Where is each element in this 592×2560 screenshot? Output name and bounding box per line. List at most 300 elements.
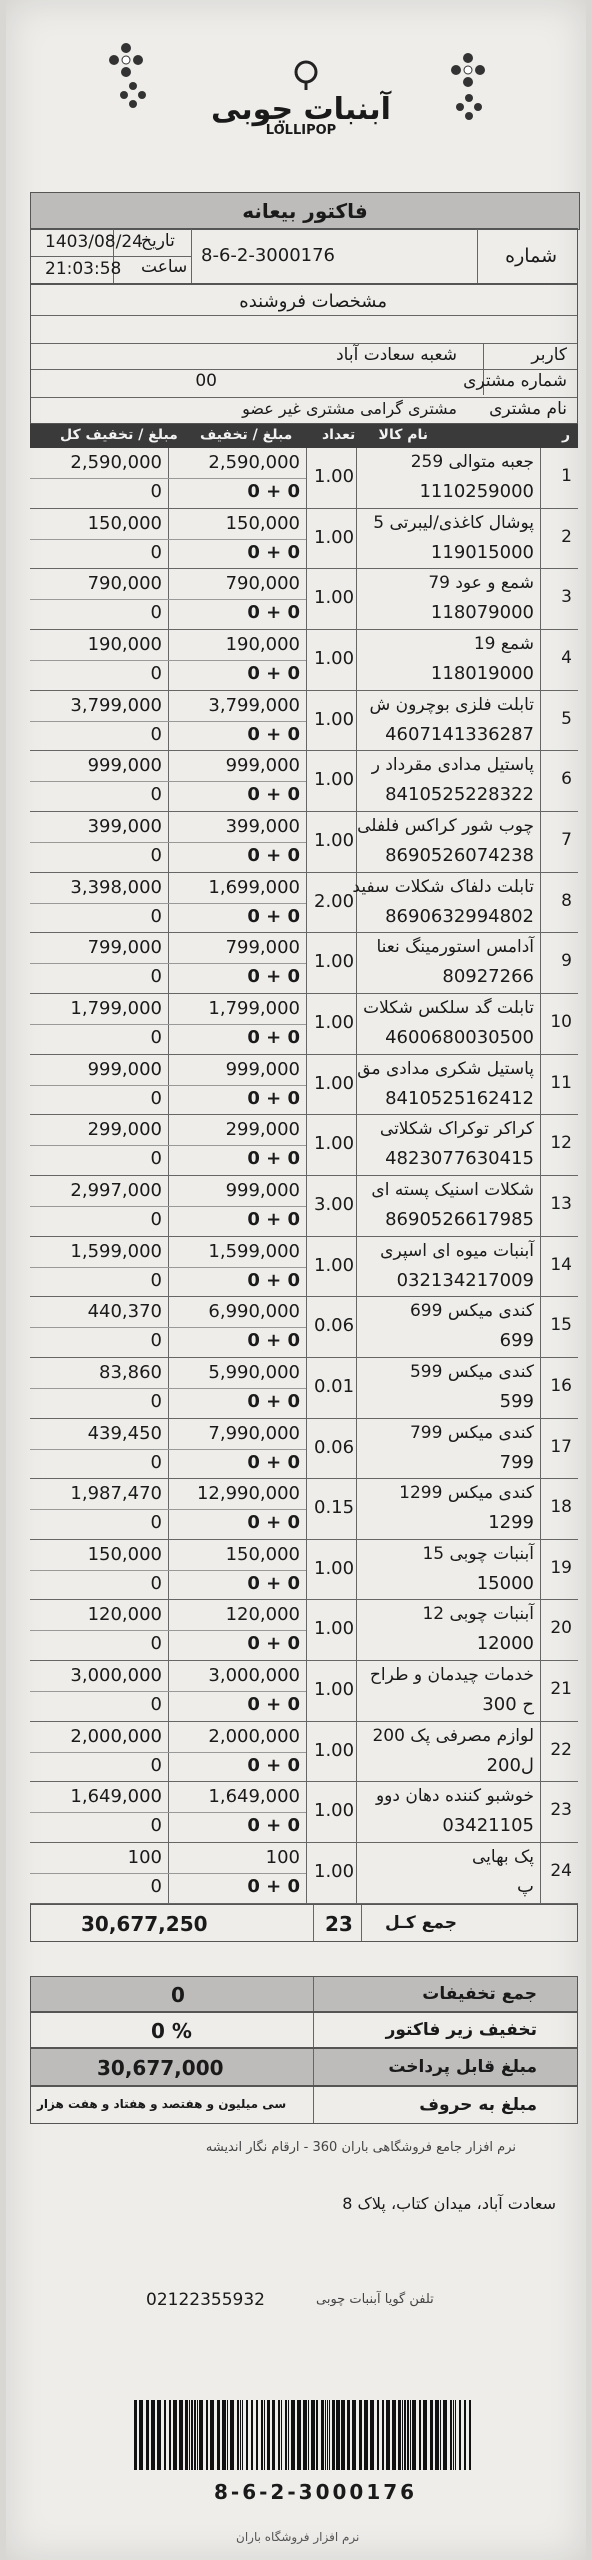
row-code: 1299 [488, 1512, 534, 1534]
items-table [30, 448, 578, 1904]
row-index: 7 [561, 829, 572, 850]
customer-name-label: نام مشتری [489, 399, 567, 419]
row-total: 83,860 [99, 1361, 162, 1383]
table-row [30, 509, 578, 570]
row-qty: 1.00 [314, 1011, 355, 1033]
col-name: نام کالا [378, 427, 428, 443]
table-row [30, 1722, 578, 1783]
row-total: 999,000 [87, 1058, 162, 1080]
row-fee-discount: 0 + 0 [247, 1451, 300, 1473]
row-total: 2,000,000 [70, 1725, 162, 1747]
row-fee: 150,000 [225, 1543, 300, 1565]
row-fee-discount: 0 + 0 [247, 1087, 300, 1109]
barcode-bar [189, 2400, 190, 2470]
brand-name-fa: آبنبات چوبی [211, 92, 391, 127]
row-total-discount: 0 [150, 481, 162, 502]
row-name: کراکر توکراک شکلاتی [379, 1119, 534, 1140]
sum-count: 23 [325, 1912, 353, 1936]
amount-in-words: سی میلیون و هفتصد و هفتاد و هفت هزار [37, 2097, 287, 2111]
flower-ornament-icon [454, 92, 484, 122]
row-index: 20 [550, 1618, 572, 1639]
words-label: مبلغ به حروف [419, 2095, 537, 2115]
invoice-date: 1403/08/24 [45, 232, 143, 252]
barcode-bar [237, 2400, 239, 2470]
barcode-bar [412, 2400, 416, 2470]
table-row [30, 751, 578, 812]
row-total-discount: 0 [150, 1572, 162, 1594]
row-fee: 3,799,000 [208, 694, 300, 716]
row-total-discount: 0 [150, 905, 162, 927]
row-name: کندی میکس 599 [409, 1361, 534, 1382]
row-total-discount: 0 [150, 1815, 162, 1837]
row-fee: 100 [265, 1847, 300, 1869]
row-fee-discount: 0 + 0 [247, 966, 300, 988]
logo-area [6, 0, 586, 180]
barcode-bar [404, 2400, 406, 2470]
row-qty: 0.01 [314, 1375, 355, 1397]
row-fee: 999,000 [225, 1058, 300, 1080]
row-total: 439,450 [87, 1422, 162, 1444]
number-label: شماره [505, 245, 557, 267]
row-qty: 1.00 [314, 1072, 355, 1094]
row-code: 4607141336287 [385, 723, 534, 745]
barcode-bar [303, 2400, 307, 2470]
row-index: 22 [550, 1739, 572, 1760]
barcode-bar [440, 2400, 441, 2470]
row-code: 118079000 [430, 602, 534, 624]
row-total: 2,590,000 [70, 452, 162, 473]
barcode-bar [316, 2400, 318, 2470]
row-fee-discount: 0 + 0 [247, 1694, 300, 1716]
row-qty: 0.15 [314, 1497, 355, 1519]
row-code: 118019000 [430, 662, 534, 684]
customer-name: مشتری گرامی مشتری غیر عضو [242, 399, 457, 418]
row-fee: 7,990,000 [208, 1422, 300, 1444]
row-fee-discount: 0 + 0 [247, 1572, 300, 1594]
barcode-bar [430, 2400, 433, 2470]
row-qty: 1.00 [314, 829, 355, 851]
row-code: 119015000 [430, 541, 534, 563]
row-qty: 1.00 [314, 1618, 355, 1640]
row-qty: 0.06 [314, 1436, 355, 1458]
table-row [30, 933, 578, 994]
row-total-discount: 0 [150, 844, 162, 866]
barcode-bar [251, 2400, 253, 2470]
sub-discount-label: تخفیف زیر فاکتور [385, 2020, 537, 2040]
seller-info [30, 284, 578, 424]
table-row [30, 1661, 578, 1722]
row-fee: 3,000,000 [208, 1665, 300, 1687]
barcode-bar [329, 2400, 330, 2470]
row-fee: 5,990,000 [208, 1361, 300, 1383]
row-name: چوب شور کراکس فلفلی [357, 815, 534, 836]
row-code: 80927266 [442, 966, 534, 988]
barcode-bar [210, 2400, 214, 2470]
row-fee: 6,990,000 [208, 1301, 300, 1323]
barcode-bar [169, 2400, 171, 2470]
row-index: 13 [550, 1193, 572, 1214]
phone-label: تلفن گویا آبنبات چوبی [316, 2292, 434, 2307]
barcode-bar [199, 2400, 203, 2470]
row-fee-discount: 0 + 0 [247, 1148, 300, 1170]
row-total-discount: 0 [150, 1269, 162, 1291]
table-row [30, 1540, 578, 1601]
row-total-discount: 0 [150, 602, 162, 624]
row-name: پوشال کاغذی/لیبرتی 5 [373, 512, 534, 533]
row-qty: 1.00 [314, 1557, 355, 1579]
row-code: 8690526074238 [385, 844, 534, 866]
barcode-bar [246, 2400, 248, 2470]
table-row [30, 1358, 578, 1419]
row-fee-discount: 0 + 0 [247, 844, 300, 866]
invoice-info [30, 228, 578, 284]
store-address: سعادت آباد، میدان کتاب، پلاک 8 [342, 2194, 556, 2213]
row-name: تابلت گد سلکس شکلات [363, 997, 534, 1018]
row-total-discount: 0 [150, 1451, 162, 1473]
row-fee-discount: 0 + 0 [247, 662, 300, 684]
row-fee-discount: 0 + 0 [247, 1269, 300, 1291]
row-fee: 150,000 [225, 512, 300, 534]
barcode-number: 8-6-2-3000176 [214, 2480, 418, 2504]
row-index: 21 [550, 1679, 572, 1700]
barcode-bar [459, 2400, 461, 2470]
invoice-barcode [134, 2400, 474, 2470]
row-index: 24 [550, 1861, 572, 1882]
barcode-bar [157, 2400, 161, 2470]
row-total: 120,000 [87, 1604, 162, 1626]
barcode-bar [194, 2400, 196, 2470]
row-total-discount: 0 [150, 723, 162, 745]
row-index: 4 [561, 647, 572, 668]
payable-row [30, 2048, 578, 2086]
table-row [30, 448, 578, 509]
table-row [30, 1600, 578, 1661]
row-qty: 1.00 [314, 526, 355, 548]
row-index: 23 [550, 1800, 572, 1821]
row-index: 18 [550, 1497, 572, 1518]
row-total: 299,000 [87, 1119, 162, 1141]
table-row [30, 1297, 578, 1358]
barcode-bar [341, 2400, 345, 2470]
row-fee: 120,000 [225, 1604, 300, 1626]
barcode-bar [325, 2400, 326, 2470]
row-total: 3,799,000 [70, 694, 162, 716]
barcode-bar [377, 2400, 379, 2470]
barcode-bar [256, 2400, 258, 2470]
row-index: 11 [550, 1072, 572, 1093]
row-index: 8 [561, 890, 572, 911]
row-total: 440,370 [87, 1301, 162, 1323]
row-code: 8410525228322 [385, 784, 534, 806]
row-total: 2,997,000 [70, 1179, 162, 1201]
table-row [30, 812, 578, 873]
row-qty: 1.00 [314, 951, 355, 973]
row-qty: 0.06 [314, 1315, 355, 1337]
brand-logo [206, 70, 396, 160]
barcode-bar [230, 2400, 234, 2470]
row-total-discount: 0 [150, 1208, 162, 1230]
row-fee-discount: 0 + 0 [247, 784, 300, 806]
barcode-bar [455, 2400, 456, 2470]
row-code: ل200 [486, 1754, 534, 1776]
row-total-discount: 0 [150, 784, 162, 806]
table-row [30, 569, 578, 630]
row-name: کندی میکس 699 [409, 1301, 534, 1322]
barcode-bar [197, 2400, 198, 2470]
software-credit: نرم افزار جامع فروشگاهی باران 360 - ارقام نگار اندیشه [205, 2140, 516, 2155]
customer-number-label: شماره مشتری [463, 371, 567, 391]
row-total: 790,000 [87, 573, 162, 595]
row-index: 5 [561, 708, 572, 729]
row-fee: 1,699,000 [208, 876, 300, 898]
barcode-bar [288, 2400, 289, 2470]
table-row [30, 1843, 578, 1904]
customer-number: 00 [195, 371, 217, 391]
row-qty: 1.00 [314, 769, 355, 791]
barcode-bar [173, 2400, 177, 2470]
barcode-bar [352, 2400, 356, 2470]
time-label: ساعت [141, 257, 188, 277]
barcode-bar [443, 2400, 447, 2470]
row-total-discount: 0 [150, 1026, 162, 1048]
barcode-bar [382, 2400, 384, 2470]
row-total: 150,000 [87, 512, 162, 534]
row-qty: 2.00 [314, 890, 355, 912]
barcode-bar [217, 2400, 220, 2470]
barcode-bar [146, 2400, 149, 2470]
invoice-number: 8-6-2-3000176 [201, 245, 336, 266]
row-name: آدامس استورمینگ نعنا [376, 937, 534, 958]
row-fee-discount: 0 + 0 [247, 905, 300, 927]
row-name: پاستیل مدادی مقرداد ر [371, 755, 534, 776]
row-total-discount: 0 [150, 1148, 162, 1170]
discount-value: 0 [171, 1983, 185, 2007]
row-code: 03421105 [442, 1815, 534, 1837]
table-row [30, 994, 578, 1055]
barcode-bar [267, 2400, 270, 2470]
row-fee-discount: 0 + 0 [247, 1208, 300, 1230]
date-label: تاریخ [141, 231, 175, 251]
row-name: تابلت فلزی بوچرون ش [369, 694, 534, 715]
row-fee: 190,000 [225, 633, 300, 655]
barcode-bar [191, 2400, 193, 2470]
barcode-bar [435, 2400, 439, 2470]
row-fee-discount: 0 + 0 [247, 541, 300, 563]
row-qty: 1.00 [314, 1254, 355, 1276]
barcode-bar [423, 2400, 427, 2470]
barcode-bar [402, 2400, 403, 2470]
sum-row [30, 1904, 578, 1942]
row-total: 1,987,470 [70, 1483, 162, 1505]
table-row [30, 1237, 578, 1298]
flower-ornament-icon [118, 80, 148, 110]
row-total: 150,000 [87, 1543, 162, 1565]
barcode-bar [450, 2400, 452, 2470]
user-label: کاربر [531, 345, 567, 365]
row-index: 15 [550, 1315, 572, 1336]
barcode-bar [278, 2400, 280, 2470]
row-index: 14 [550, 1254, 572, 1275]
row-fee-discount: 0 + 0 [247, 1330, 300, 1352]
col-qty: تعداد [322, 427, 356, 443]
row-name: جعبه متوالی 259 [410, 452, 534, 472]
row-total: 1,649,000 [70, 1786, 162, 1808]
row-total-discount: 0 [150, 1390, 162, 1412]
sub-discount-row [30, 2012, 578, 2048]
row-fee-discount: 0 + 0 [247, 1633, 300, 1655]
table-row [30, 630, 578, 691]
row-fee: 399,000 [225, 815, 300, 837]
barcode-bar [392, 2400, 396, 2470]
row-code: پ [517, 1876, 534, 1898]
row-name: پک بهایی [472, 1847, 534, 1868]
row-fee: 12,990,000 [196, 1483, 300, 1505]
row-total: 799,000 [87, 937, 162, 959]
row-total: 1,599,000 [70, 1240, 162, 1262]
barcode-bar [291, 2400, 295, 2470]
row-qty: 3.00 [314, 1193, 355, 1215]
row-fee-discount: 0 + 0 [247, 481, 300, 502]
row-name: کندی میکس 1299 [399, 1483, 534, 1504]
row-name: خدمات چیدمان و طراح [369, 1665, 534, 1686]
row-name: لوازم مصرفی پک 200 [372, 1725, 534, 1746]
payable-value: 30,677,000 [97, 2056, 224, 2080]
row-qty: 1.00 [314, 466, 355, 487]
barcode-bar [206, 2400, 208, 2470]
row-code: 799 [499, 1451, 534, 1473]
row-total-discount: 0 [150, 1330, 162, 1352]
row-index: 2 [561, 526, 572, 547]
barcode-bar [261, 2400, 263, 2470]
barcode-bar [179, 2400, 183, 2470]
row-code: 599 [499, 1390, 534, 1412]
row-name: آبنبات میوه ای اسپری [380, 1240, 534, 1261]
row-total-discount: 0 [150, 662, 162, 684]
barcode-bar [164, 2400, 166, 2470]
row-fee-discount: 0 + 0 [247, 1390, 300, 1412]
row-code: 8410525162412 [385, 1087, 534, 1109]
row-name: شکلات اسنیک پسته ای [371, 1179, 534, 1200]
row-index: 1 [561, 466, 572, 486]
row-code: 8690632994802 [385, 905, 534, 927]
row-name: خوشبو کننده دهان دوو [375, 1786, 534, 1807]
barcode-bar [336, 2400, 340, 2470]
row-name: آبنبات چوبی 12 [422, 1604, 534, 1625]
row-fee: 1,799,000 [208, 997, 300, 1019]
row-name: کندی میکس 799 [409, 1422, 534, 1443]
barcode-bar [222, 2400, 226, 2470]
table-row [30, 1055, 578, 1116]
row-total-discount: 0 [150, 1754, 162, 1776]
row-name: آبنبات چوبی 15 [422, 1543, 534, 1564]
row-total: 3,000,000 [70, 1665, 162, 1687]
row-total-discount: 0 [150, 1694, 162, 1716]
row-name: شمع 19 [473, 633, 534, 654]
barcode-bar [264, 2400, 265, 2470]
row-code: 4600680030500 [385, 1026, 534, 1048]
row-total: 1,799,000 [70, 997, 162, 1019]
row-fee-discount: 0 + 0 [247, 1026, 300, 1048]
barcode-bar [311, 2400, 315, 2470]
store-phone: 02122355932 [146, 2290, 265, 2310]
discount-label: جمع تخفیفات [422, 1984, 537, 2004]
barcode-bar [134, 2400, 137, 2470]
row-fee: 1,649,000 [208, 1786, 300, 1808]
words-row [30, 2086, 578, 2124]
table-row [30, 691, 578, 752]
table-row [30, 1479, 578, 1540]
brand-name-en: LOLLIPOP [265, 123, 337, 138]
barcode-bar [398, 2400, 401, 2470]
row-qty: 1.00 [314, 1133, 355, 1155]
row-code: 032134217009 [396, 1269, 534, 1291]
barcode-bar [139, 2400, 143, 2470]
row-code: 12000 [476, 1633, 534, 1655]
flower-ornament-icon [106, 40, 146, 80]
row-total: 190,000 [87, 633, 162, 655]
barcode-bar [227, 2400, 228, 2470]
barcode-bar [359, 2400, 362, 2470]
invoice-title: فاکتور بیعانه [30, 192, 580, 230]
barcode-bar [272, 2400, 275, 2470]
row-code: 15000 [476, 1572, 534, 1594]
table-row [30, 873, 578, 934]
barcode-bar [364, 2400, 368, 2470]
table-row [30, 1176, 578, 1237]
row-fee: 1,599,000 [208, 1240, 300, 1262]
row-index: 10 [550, 1011, 572, 1032]
flower-ornament-icon [448, 50, 488, 90]
row-code: 1110259000 [419, 481, 534, 502]
barcode-bar [185, 2400, 188, 2470]
barcode-bar [347, 2400, 350, 2470]
barcode-bar [407, 2400, 409, 2470]
row-fee: 299,000 [225, 1119, 300, 1141]
row-total-discount: 0 [150, 966, 162, 988]
barcode-bar [321, 2400, 324, 2470]
row-code: 4823077630415 [385, 1148, 534, 1170]
barcode-bar [410, 2400, 411, 2470]
row-fee-discount: 0 + 0 [247, 602, 300, 624]
row-total: 999,000 [87, 755, 162, 777]
barcode-bar [370, 2400, 374, 2470]
row-fee: 799,000 [225, 937, 300, 959]
user-value: شعبه سعادت آباد [336, 345, 457, 365]
row-index: 19 [550, 1557, 572, 1578]
invoice-time: 21:03:58 [45, 259, 122, 279]
barcode-bar [308, 2400, 309, 2470]
row-total: 399,000 [87, 815, 162, 837]
barcode-bar [419, 2400, 421, 2470]
row-name: تابلت دلفاک شکلات سفید [352, 876, 534, 897]
row-fee: 790,000 [225, 573, 300, 595]
row-code: 699 [499, 1330, 534, 1352]
row-fee: 2,590,000 [208, 452, 300, 473]
sum-label: جمع کـل [384, 1913, 457, 1933]
row-fee: 999,000 [225, 755, 300, 777]
barcode-bar [469, 2400, 471, 2470]
payable-label: مبلغ قابل پرداخت [388, 2057, 537, 2077]
discount-row [30, 1976, 578, 2012]
barcode-bar [285, 2400, 287, 2470]
row-qty: 1.00 [314, 708, 355, 730]
items-table-header [30, 424, 578, 448]
row-total-discount: 0 [150, 1087, 162, 1109]
row-qty: 1.00 [314, 587, 355, 609]
table-row [30, 1782, 578, 1843]
row-total-discount: 0 [150, 1633, 162, 1655]
barcode-bar [464, 2400, 466, 2470]
